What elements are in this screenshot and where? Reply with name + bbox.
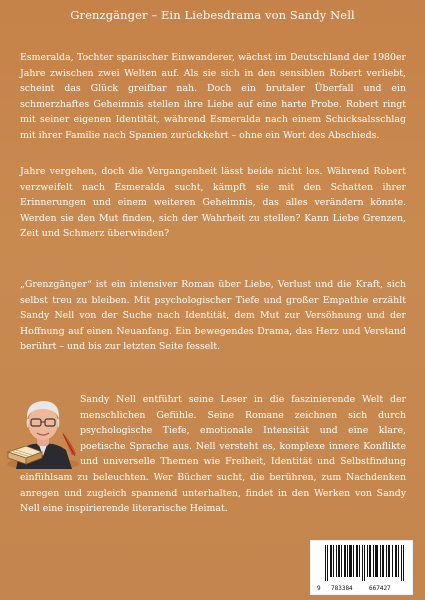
barcode-prefix: 9 — [317, 585, 321, 592]
barcode-group-1: 783384 — [331, 585, 353, 592]
barcode-icon — [325, 545, 405, 581]
isbn-barcode — [310, 540, 413, 595]
author-bio: Sandy Nell entführt seine Leser in die faszinierende Welt der menschlichen Gefühle. Seine Romane zeichnen sich durch psychologische Tiefe, emotionale Intensität und eine klare, poetische Sprache aus. Nell versteht es, komplexe innere Konflikte und universelle Themen wie Freiheit, Identität und Selbstfindung einfühlsam zu beleuchten. Wer Bücher sucht, die berühren, zum Nachdenken anregen und zugleich spannend unterhalten, findet in den Werken von Sandy Nell eine inspirierende literarische Heimat. — [20, 394, 406, 515]
author-photo — [6, 392, 80, 469]
blurb-paragraph-3: „Grenzgänger“ ist ein intensiver Roman über Liebe, Verlust und die Kraft, sich selbst treu zu bleiben. Mit psychologischer Tiefe und großer Empathie erzählt Sandy Nell von der Suche nach Identität, dem Mut zur Versöhnung und der Hoffnung auf einen Neuanfang. Ein bewegendes Drama, das Herz und Verstand berührt – und bis zur letzten Seite fesselt. — [20, 279, 406, 353]
barcode-group-2: 667427 — [369, 585, 391, 592]
blurb-paragraph-2: Jahre vergehen, doch die Vergangenheit lässt beide nicht los. Während Robert verzweifelt nach Esmeralda sucht, kämpft sie mit den Schatten ihrer Erinnerungen und einem weiteren Geheimnis, das alles verändern könnte. Werden sie den Mut finden, sich der Wahrheit zu stellen? Kann Liebe Grenzen, Zeit und Schmerz überwinden? — [20, 166, 406, 240]
book-title: Grenzgänger – Ein Liebesdrama von Sandy Nell — [70, 8, 355, 22]
blurb-paragraph-1: Esmeralda, Tochter spanischer Einwanderer, wächst im Deutschland der 1980er Jahre zwischen zwei Welten auf. Als sie sich in den sensiblen Robert verliebt, scheint das Glück greifbar nah. Doch ein brutaler Überfall und ein schmerzhaftes Geheimnis stellen ihre Liebe auf eine harte Probe. Robert ringt mit seiner eigenen Identität, während Esmeralda nach einem Schicksalsschlag mit ihrer Familie nach Spanien zurückkehrt – ohne ein Wort des Abschieds. — [20, 52, 406, 141]
